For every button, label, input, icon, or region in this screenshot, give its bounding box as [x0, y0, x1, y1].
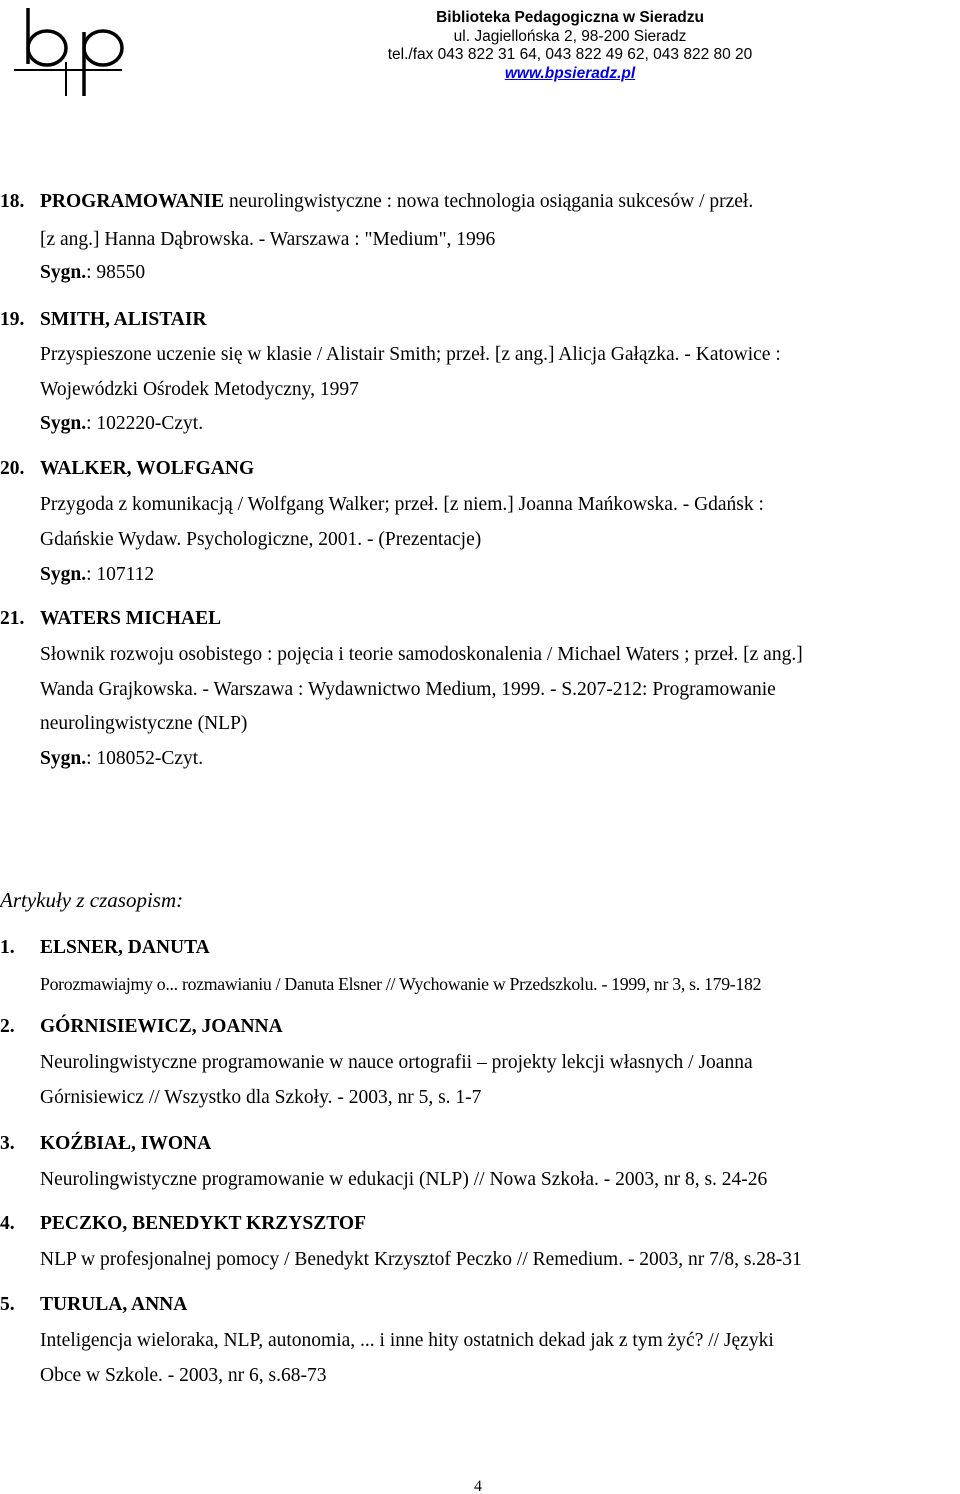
entry-heading: [40, 458, 254, 480]
description-line: Przyspieszone uczenie się w klasie / Alistair Smith; przeł. [z ang.] Alicja Gałązka. - Katowice :: [40, 344, 781, 365]
description-line: Inteligencja wieloraka, NLP, autonomia, ... i inne hity ostatnich dekad jak z tym żyć? // Języki: [40, 1330, 774, 1351]
description-line: Słownik rozwoju osobistego : pojęcia i teorie samodoskonalenia / Michael Waters ; przeł. [z ang.]: [40, 644, 803, 665]
entry-heading: [40, 191, 753, 213]
entry-description: [40, 638, 960, 742]
entry-number: 20.: [0, 458, 25, 479]
description-line: [z ang.] Hanna Dąbrowska. - Warszawa : "Medium", 1996: [40, 229, 496, 250]
call-number-label: Sygn.: [40, 564, 87, 585]
entry-heading-rest: neurolingwistyczne : nowa technologia osiągania sukcesów / przeł.: [224, 191, 754, 212]
entry-description: [40, 967, 960, 1002]
call-number-value: : 98550: [86, 262, 146, 283]
description-line: neurolingwistyczne (NLP): [40, 713, 248, 734]
library-logo: [6, 4, 126, 98]
entry-description: [40, 488, 960, 557]
description-line: Obce w Szkole. - 2003, nr 6, s.68-73: [40, 1364, 327, 1386]
description-line: Porozmawiajmy o... rozmawianiu / Danuta Elsner // Wychowanie w Przedszkolu. - 1999, nr 3, s. 179-182: [40, 974, 762, 994]
description-line: Przygoda z komunikacją / Wolfgang Walker; przeł. [z niem.] Joanna Mańkowska. - Gdańsk :: [40, 494, 764, 515]
call-number-value: : 102220-Czyt.: [86, 413, 204, 434]
entry-description: [40, 1046, 960, 1115]
entry-number: 2.: [0, 1016, 15, 1037]
library-website-link[interactable]: www.bpsieradz.pl: [504, 64, 636, 82]
call-number-value: : 108052-Czyt.: [86, 748, 204, 769]
description-line: Neurolingwistyczne programowanie w nauce ortografii – projekty lekcji własnych / Joanna: [40, 1052, 753, 1073]
library-phone: tel./fax 043 822 31 64, 043 822 49 62, 043 822 80 20: [387, 46, 753, 63]
entry-heading-bold: WATERS MICHAEL: [40, 608, 222, 629]
entry-number: 18.: [0, 191, 25, 212]
entry-description: [40, 1243, 960, 1278]
entry-author: PECZKO, BENEDYKT KRZYSZTOF: [40, 1213, 366, 1234]
description-line: Gdańskie Wydaw. Psychologiczne, 2001. - (Prezentacje): [40, 528, 482, 550]
entry-author: ELSNER, DANUTA: [40, 937, 210, 958]
entry-call-number: [40, 413, 203, 435]
section-title-articles: Artykuły z czasopism:: [0, 888, 184, 912]
library-address: ul. Jagiellońska 2, 98-200 Sieradz: [453, 27, 687, 45]
description-line: Wojewódzki Ośrodek Metodyczny, 1997: [40, 378, 359, 400]
entry-description: [40, 1163, 960, 1198]
description-line: Wanda Grajkowska. - Warszawa : Wydawnictwo Medium, 1999. - S.207-212: Programowanie: [40, 678, 776, 700]
entry-number: 4.: [0, 1213, 15, 1234]
entry-number: 1.: [0, 937, 15, 958]
description-line: Neurolingwistyczne programowanie w edukacji (NLP) // Nowa Szkoła. - 2003, nr 8, s. 24-26: [40, 1169, 768, 1190]
page-number: 4: [474, 1478, 482, 1494]
description-line: NLP w profesjonalnej pomocy / Benedykt Krzysztof Peczko // Remedium. - 2003, nr 7/8, s.28-31: [40, 1249, 802, 1270]
library-name: Biblioteka Pedagogiczna w Sieradzu: [436, 9, 704, 26]
call-number-label: Sygn.: [40, 413, 87, 434]
entry-author: GÓRNISIEWICZ, JOANNA: [40, 1016, 283, 1037]
bp-logo-icon: [6, 4, 126, 98]
entry-number: 19.: [0, 309, 25, 330]
entry-author: TURULA, ANNA: [40, 1294, 188, 1315]
entry-author: KOŹBIAŁ, IWONA: [40, 1133, 212, 1154]
entry-number: 3.: [0, 1133, 15, 1154]
entry-description: [40, 223, 960, 258]
entry-call-number: [40, 262, 145, 284]
entry-description: [40, 1324, 960, 1393]
entry-heading: [40, 608, 221, 630]
entry-heading-bold: SMITH, ALISTAIR: [40, 309, 207, 330]
entry-number: 21.: [0, 608, 25, 629]
entry-heading-bold: WALKER, WOLFGANG: [40, 458, 255, 479]
call-number-label: Sygn.: [40, 748, 87, 769]
call-number-value: : 107112: [86, 564, 155, 585]
call-number-label: Sygn.: [40, 262, 87, 283]
entry-heading: [40, 309, 207, 331]
library-contact-block: [250, 9, 890, 83]
description-line: Górnisiewicz // Wszystko dla Szkoły. - 2003, nr 5, s. 1-7: [40, 1086, 482, 1108]
entry-call-number: [40, 564, 154, 586]
entry-call-number: [40, 748, 203, 770]
entry-number: 5.: [0, 1294, 15, 1315]
entry-heading-bold: PROGRAMOWANIE: [40, 191, 225, 212]
entry-description: [40, 338, 960, 407]
